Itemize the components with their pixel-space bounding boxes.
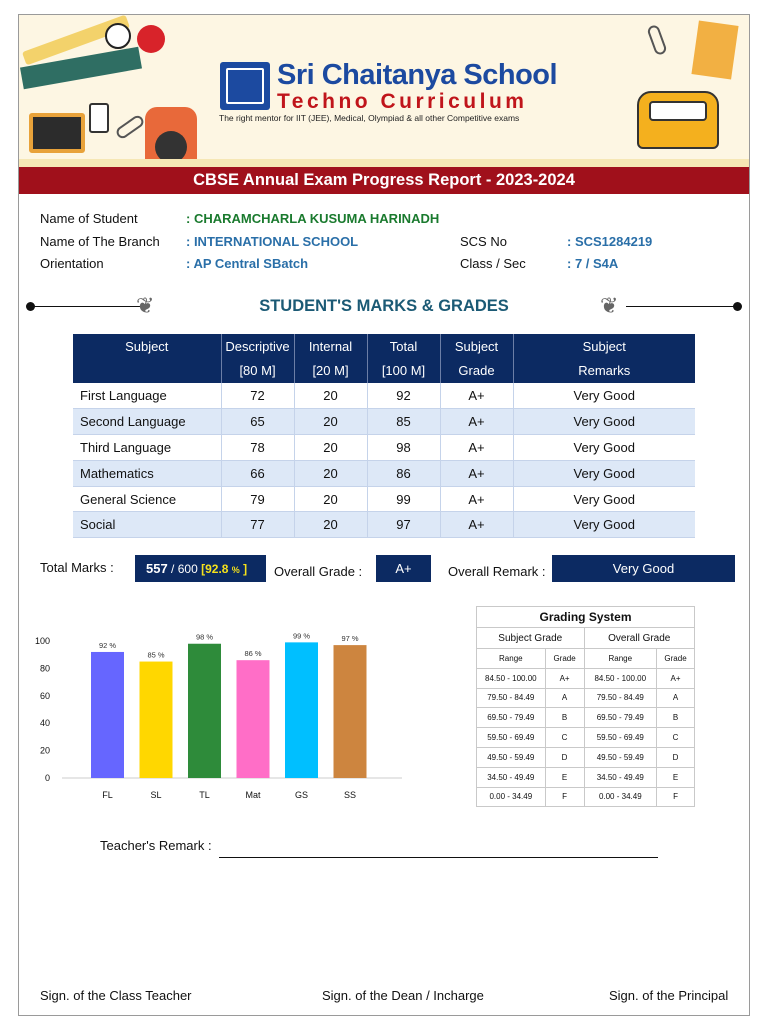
cell-grade: A+: [440, 486, 513, 512]
apple-icon: [137, 25, 165, 53]
y-tick-label: 80: [39, 663, 50, 674]
cell-grade: A+: [440, 383, 513, 409]
header-stripe: [19, 159, 749, 167]
cell-descriptive: 79: [221, 486, 294, 512]
scs-value: : SCS1284219: [567, 234, 653, 249]
grading-row: 49.50 - 59.49 D 49.50 - 59.49 D: [477, 747, 695, 767]
overall-grade-value: A+: [376, 555, 431, 582]
student-name-value: : CHARAMCHARLA KUSUMA HARINADH: [186, 211, 440, 226]
cell-internal: 20: [294, 435, 367, 461]
bar-value-label: 85 %: [147, 650, 165, 660]
cell-subject: Mathematics: [73, 460, 221, 486]
class-value: : 7 / S4A: [567, 256, 619, 271]
class-teacher-signature: Sign. of the Class Teacher: [40, 988, 192, 1003]
grading-system-table: [476, 606, 695, 807]
orientation-label: Orientation: [40, 256, 104, 271]
table-row: [73, 435, 695, 461]
y-tick-label: 40: [39, 718, 50, 729]
chart-bar: [91, 652, 124, 778]
cell-descriptive: 77: [221, 512, 294, 538]
scs-label: SCS No: [460, 234, 507, 249]
school-logo-icon: [220, 62, 270, 110]
cell-internal: 20: [294, 460, 367, 486]
percentage-value: [92.8 % ]: [201, 562, 248, 576]
school-bus-window: [649, 101, 707, 121]
subject-grade-header: Subject Grade: [477, 628, 585, 649]
grading-row: 69.50 - 79.49 B 69.50 - 79.49 B: [477, 708, 695, 728]
cell-remarks: Very Good: [513, 460, 695, 486]
overall-remark-label: Overall Remark :: [448, 564, 546, 579]
paperclip-icon: [646, 24, 668, 56]
cell-total: 97: [367, 512, 440, 538]
grade-header: Grade: [545, 649, 584, 669]
cell-grade: A+: [440, 435, 513, 461]
grading-row: 79.50 - 84.49 A 79.50 - 84.49 A: [477, 688, 695, 708]
total-marks-label: Total Marks :: [40, 560, 114, 575]
marks-bar-chart-svg: [24, 612, 408, 812]
bar-value-label: 99 %: [292, 631, 311, 641]
table-row: [73, 383, 695, 409]
header-internal: Internal [20 M]: [294, 334, 367, 383]
y-tick-label: 20: [39, 745, 50, 756]
range-header: Range: [584, 649, 657, 669]
brand-title: Sri Chaitanya School: [277, 59, 558, 91]
grading-row: 59.50 - 69.49 C 59.50 - 69.49 C: [477, 728, 695, 748]
cell-grade: A+: [440, 512, 513, 538]
cell-total: 98: [367, 435, 440, 461]
header-total: Total [100 M]: [367, 334, 440, 383]
report-header: [19, 15, 749, 167]
table-row: [73, 409, 695, 435]
chart-bar: [140, 662, 173, 778]
y-tick-label: 100: [34, 636, 50, 646]
cell-descriptive: 72: [221, 383, 294, 409]
bar-value-label: 92 %: [98, 640, 117, 650]
cell-subject: Third Language: [73, 435, 221, 461]
brand-subtitle: Techno Curriculum: [277, 90, 528, 113]
notebook-icon: [691, 20, 738, 79]
total-marks-box: [135, 555, 266, 582]
range-header: Range: [477, 649, 546, 669]
tablet-icon: [89, 103, 109, 133]
section-title: STUDENT'S MARKS & GRADES: [259, 297, 509, 315]
cell-subject: First Language: [73, 383, 221, 409]
football-icon: [105, 23, 131, 49]
grading-title: Grading System: [477, 607, 695, 628]
teacher-remark-label: Teacher's Remark :: [100, 838, 212, 853]
grading-row: 0.00 - 34.49 F 0.00 - 34.49 F: [477, 787, 695, 807]
chart-bar: [334, 645, 367, 778]
cell-descriptive: 78: [221, 435, 294, 461]
header-grade: Subject Grade: [440, 334, 513, 383]
bar-value-label: 97 %: [341, 634, 359, 644]
cell-grade: A+: [440, 460, 513, 486]
brand-tagline: The right mentor for IIT (JEE), Medical, Olympiad & all other Competitive exams: [219, 113, 520, 123]
cell-grade: A+: [440, 409, 513, 435]
x-tick-label: Mat: [245, 790, 261, 800]
cell-remarks: Very Good: [513, 435, 695, 461]
x-tick-label: SS: [343, 790, 357, 800]
cell-remarks: Very Good: [513, 512, 695, 538]
flourish-icon: ❦: [600, 293, 619, 318]
cell-total: 85: [367, 409, 440, 435]
cell-remarks: Very Good: [513, 409, 695, 435]
cell-subject: General Science: [73, 486, 221, 512]
divider-line: [626, 306, 738, 307]
cell-internal: 20: [294, 486, 367, 512]
paperclip-icon: [114, 113, 145, 140]
overall-grade-label: Overall Grade :: [274, 564, 363, 579]
bar-value-label: 98 %: [195, 632, 214, 642]
orientation-value: : AP Central SBatch: [186, 256, 309, 271]
chart-bar: [285, 642, 318, 778]
header-remarks: Subject Remarks: [513, 334, 695, 383]
blackboard-icon: [29, 113, 85, 153]
cell-internal: 20: [294, 409, 367, 435]
cell-internal: 20: [294, 383, 367, 409]
overall-remark-value: Very Good: [552, 555, 735, 582]
report-title: CBSE Annual Exam Progress Report - 2023-2024: [19, 167, 749, 194]
header-subject: Subject: [73, 334, 221, 383]
x-tick-label: FL: [102, 790, 113, 800]
table-row: [73, 486, 695, 512]
dean-signature: Sign. of the Dean / Incharge: [322, 988, 484, 1003]
branch-label: Name of The Branch: [40, 234, 160, 249]
student-name-label: Name of Student: [40, 211, 138, 226]
chart-bar: [237, 660, 270, 778]
total-marks-max: / 600: [171, 562, 198, 576]
cell-total: 86: [367, 460, 440, 486]
marks-header-row: [73, 334, 695, 383]
grading-row: 34.50 - 49.49 E 34.50 - 49.49 E: [477, 767, 695, 787]
table-row: [73, 512, 695, 538]
total-marks-value: 557: [146, 561, 168, 576]
principal-signature: Sign. of the Principal: [609, 988, 729, 1003]
x-tick-label: SL: [150, 790, 162, 800]
cell-total: 92: [367, 383, 440, 409]
y-tick-label: 60: [39, 690, 50, 701]
cell-internal: 20: [294, 512, 367, 538]
flourish-icon: ❦: [136, 293, 155, 318]
y-tick-label: 0: [44, 773, 50, 783]
grading-row: 84.50 - 100.00 A+ 84.50 - 100.00 A+: [477, 668, 695, 688]
marks-table: [73, 334, 695, 538]
bar-value-label: 86 %: [244, 649, 262, 659]
cell-remarks: Very Good: [513, 486, 695, 512]
divider-dot: [733, 302, 742, 311]
header-descriptive: Descriptive [80 M]: [221, 334, 294, 383]
cell-descriptive: 66: [221, 460, 294, 486]
cell-subject: Second Language: [73, 409, 221, 435]
marks-bar-chart: [24, 612, 408, 812]
table-row: [73, 460, 695, 486]
cell-descriptive: 65: [221, 409, 294, 435]
x-tick-label: TL: [199, 790, 210, 800]
class-label: Class / Sec: [460, 256, 526, 271]
chart-bar: [188, 644, 221, 778]
teacher-remark-line: [219, 857, 658, 858]
branch-value: : INTERNATIONAL SCHOOL: [186, 234, 359, 249]
cell-subject: Social: [73, 512, 221, 538]
cell-remarks: Very Good: [513, 383, 695, 409]
cell-total: 99: [367, 486, 440, 512]
overall-grade-header: Overall Grade: [584, 628, 695, 649]
grade-header: Grade: [657, 649, 695, 669]
x-tick-label: GS: [294, 790, 309, 800]
